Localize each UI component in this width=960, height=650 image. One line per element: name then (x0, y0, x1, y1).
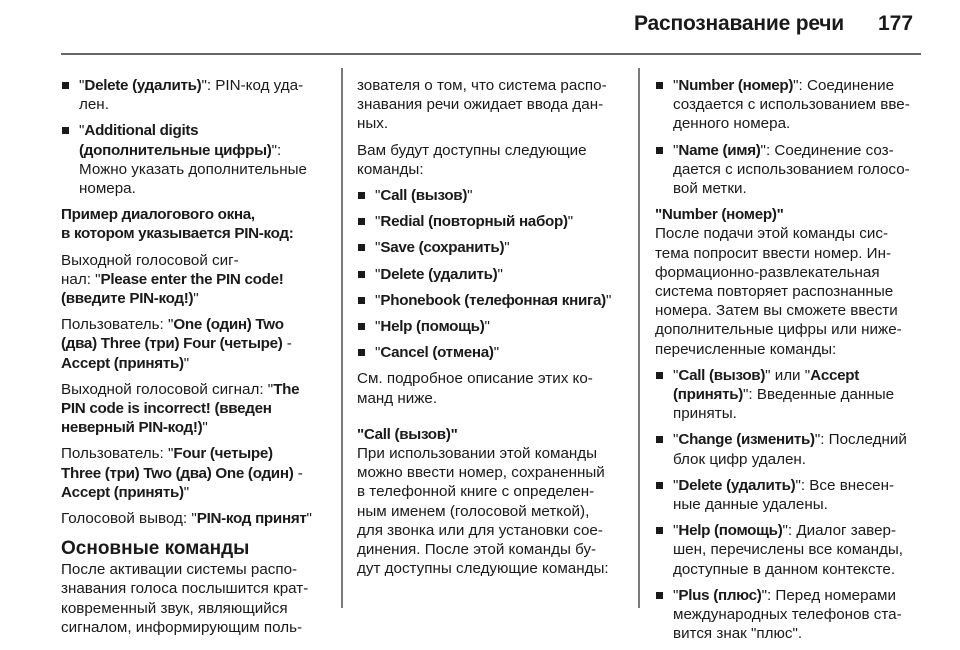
example-heading: Пример диалогового окна, в котором указывается PIN-код: (61, 206, 294, 243)
column-3 (655, 76, 923, 650)
list-item: "Delete (удалить)": Все внесен- ные данные удалены. (655, 476, 923, 514)
number-text: После подачи этой команды сис- тема попросит ввести номер. Ин- формационно-развлекательная система повторяет распознанные номера. Затем вы сможете ввести дополнительные цифры или ниже- перечисленные команды: (655, 225, 902, 358)
call-text: При использовании этой команды можно ввести номер, сохраненный в телефонной книге с определен- ным именем (голосовой меткой), для звонка или для установки сое- динения. После этой команды бу- дут доступны следующие команды: (357, 445, 609, 578)
dialog-line: Выходной голосовой сиг- нал: "Please enter the PIN code! (введите PIN-код!)" (61, 251, 284, 308)
command-item: "Help (помощь)" (357, 317, 631, 336)
list-item: "Delete (удалить)": PIN-код уда- лен. (61, 76, 333, 114)
command-item: "Cancel (отмена)" (357, 343, 631, 362)
command-item: "Delete (удалить)" (357, 265, 631, 284)
dialog-line: Пользователь: "Four (четыре) Three (три) Two (два) One (один) - Accept (принять)" (61, 445, 303, 501)
command-item: "Phonebook (телефонная книга)" (357, 291, 631, 310)
list-item: "Call (вызов)" или "Accept (принять)": Введенные данные приняты. (655, 366, 923, 424)
number-heading: "Number (номер)" (655, 206, 784, 224)
command-item: "Save (сохранить)" (357, 238, 631, 257)
paragraph: зователя о том, что система распо- знавания речи ожидает ввода дан- ных. (357, 77, 607, 133)
list-item: "Number (номер)": Соединение создается с использованием вве- денного номера. (655, 76, 923, 134)
page-number: 177 (878, 12, 914, 35)
list-item: "Name (имя)": Соединение соз- дается с использованием голосо- вой метки. (655, 141, 923, 199)
dialog-line: Голосовой вывод: "PIN-код принят" (61, 510, 312, 528)
list-item: "Help (помощь)": Диалог завер- шен, перечислены все команды, доступные в данном контексте. (655, 521, 923, 579)
section-title: Основные команды (61, 538, 250, 560)
list-item: "Plus (плюс)": Перед номерами международных телефонов ста- вится знак "плюс". (655, 586, 923, 644)
paragraph: Вам будут доступны следующие команды: (357, 141, 587, 178)
list-item: "Change (изменить)": Последний блок цифр удален. (655, 430, 923, 468)
call-heading: "Call (вызов)" (357, 425, 458, 443)
paragraph: См. подробное описание этих ко- манд ниже. (357, 370, 593, 407)
command-item: "Call (вызов)" (357, 186, 631, 205)
dialog-line: Пользователь: "One (один) Two (два) Three (три) Four (четыре) - Accept (принять)" (61, 316, 292, 372)
command-item: "Redial (повторный набор)" (357, 212, 631, 231)
section-text: После активации системы распо- знавания голоса послышится крат- ковременный звук, являющийся сигналом, информирующим поль- (61, 561, 309, 636)
page-title: Распознавание речи (633, 12, 844, 35)
dialog-line: Выходной голосовой сигнал: "The PIN code is incorrect! (введен неверный PIN-код!)" (61, 380, 300, 437)
column-divider-1 (341, 68, 343, 608)
column-1 (61, 76, 333, 644)
column-2 (357, 76, 631, 585)
column-divider-2 (638, 68, 640, 608)
header-divider (61, 53, 921, 55)
list-item: "Additional digits (дополнительные цифры)": Можно указать дополнительные номера. (61, 121, 333, 198)
